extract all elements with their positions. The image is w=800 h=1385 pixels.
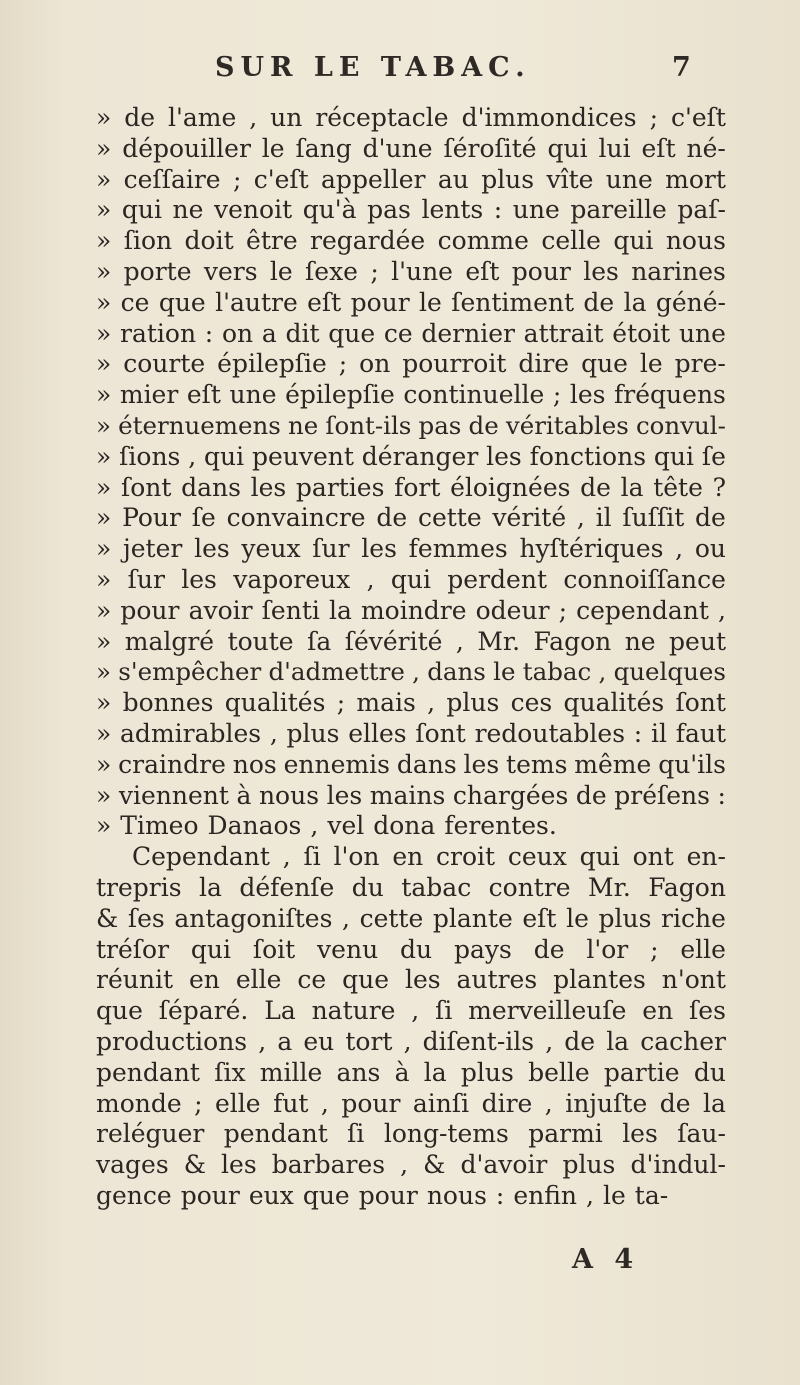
text-line: trepris la défenſe du tabac contre Mr. Fagon [96,872,726,902]
signature-mark: A 4 [572,1244,640,1275]
text-line: » admirables , plus elles ſont redoutables : il faut [96,718,726,748]
text-line: » de l'ame , un réceptacle d'immondices ; c'eſt [96,103,726,132]
text-line: » ceſſaire ; c'eſt appeller au plus vîte une mort [96,164,726,194]
running-title: SUR LE TABAC. [215,52,531,83]
page-number: 7 [672,52,691,83]
text-line: productions , a eu tort , diſent-ils , de la cacher [96,1026,726,1056]
text-line: » craindre nos ennemis dans les tems même qu'ils [96,749,726,779]
text-line: gence pour eux que pour nous : enfin , le ta- [96,1180,669,1210]
text-line: reléguer pendant ſi long-tems parmi les ſau- [96,1119,726,1149]
text-line: tréſor qui ſoit venu du pays de l'or ; elle [96,934,726,964]
text-line: » malgré toute ſa ſévérité , Mr. Fagon ne peut [96,626,726,656]
text-line: » ſur les vaporeux , qui perdent connoiſſance [96,564,726,594]
text-line: » ſions , qui peuvent déranger les fonctions qui ſe [96,441,726,471]
text-line: pendant ſix mille ans à la plus belle partie du [96,1057,726,1087]
text-line: » ce que l'autre eſt pour le ſentiment de la géné- [96,287,726,317]
text-line: monde ; elle fut , pour ainſi dire , injuſte de la [96,1088,726,1118]
text-line: » pour avoir ſenti la moindre odeur ; cependant , [96,595,726,625]
text-line: » courte épilepſie ; on pourroit dire que le pre- [96,349,726,379]
text-line: Cependant , ſi l'on en croit ceux qui ont en- [132,842,726,872]
text-line: & ſes antagoniſtes , cette plante eſt le plus riche [96,903,726,933]
text-line: » éternuemens ne ſont-ils pas de véritables convul- [96,410,726,440]
text-line: » viennent à nous les mains chargées de préſens : [96,780,726,810]
text-line: » porte vers le ſexe ; l'une eſt pour les narines [96,256,726,286]
body-text [96,103,726,1212]
text-line: réunit en elle ce que les autres plantes n'ont [96,965,726,995]
running-head [0,52,800,92]
text-line: » ſion doit être regardée comme celle qui nous [96,226,726,256]
text-line: » jeter les yeux ſur les femmes hyſtériques , ou [96,534,726,564]
text-line: » ration : on a dit que ce dernier attrait étoit une [96,318,726,348]
text-line: » s'empêcher d'admettre , dans le tabac , quelques [96,657,726,687]
text-line: » ſont dans les parties fort éloignées de la tête ? [96,472,726,502]
text-line: vages & les barbares , & d'avoir plus d'indul- [96,1150,726,1180]
text-line: » dépouiller le ſang d'une ſéroſité qui lui eſt né- [96,133,726,163]
text-line: » qui ne venoit qu'à pas lents : une pareille paſ- [96,195,726,225]
text-line: » bonnes qualités ; mais , plus ces qualités ſont [96,688,726,718]
text-line: » mier eſt une épilepſie continuelle ; les fréquens [96,380,726,410]
text-line: » Pour ſe convaincre de cette vérité , il ſuſſit de [96,503,726,533]
text-line: que ſéparé. La nature , ſi merveilleuſe en ſes [96,996,726,1026]
text-line: » Timeo Danaos , vel dona ferentes. [96,811,557,841]
